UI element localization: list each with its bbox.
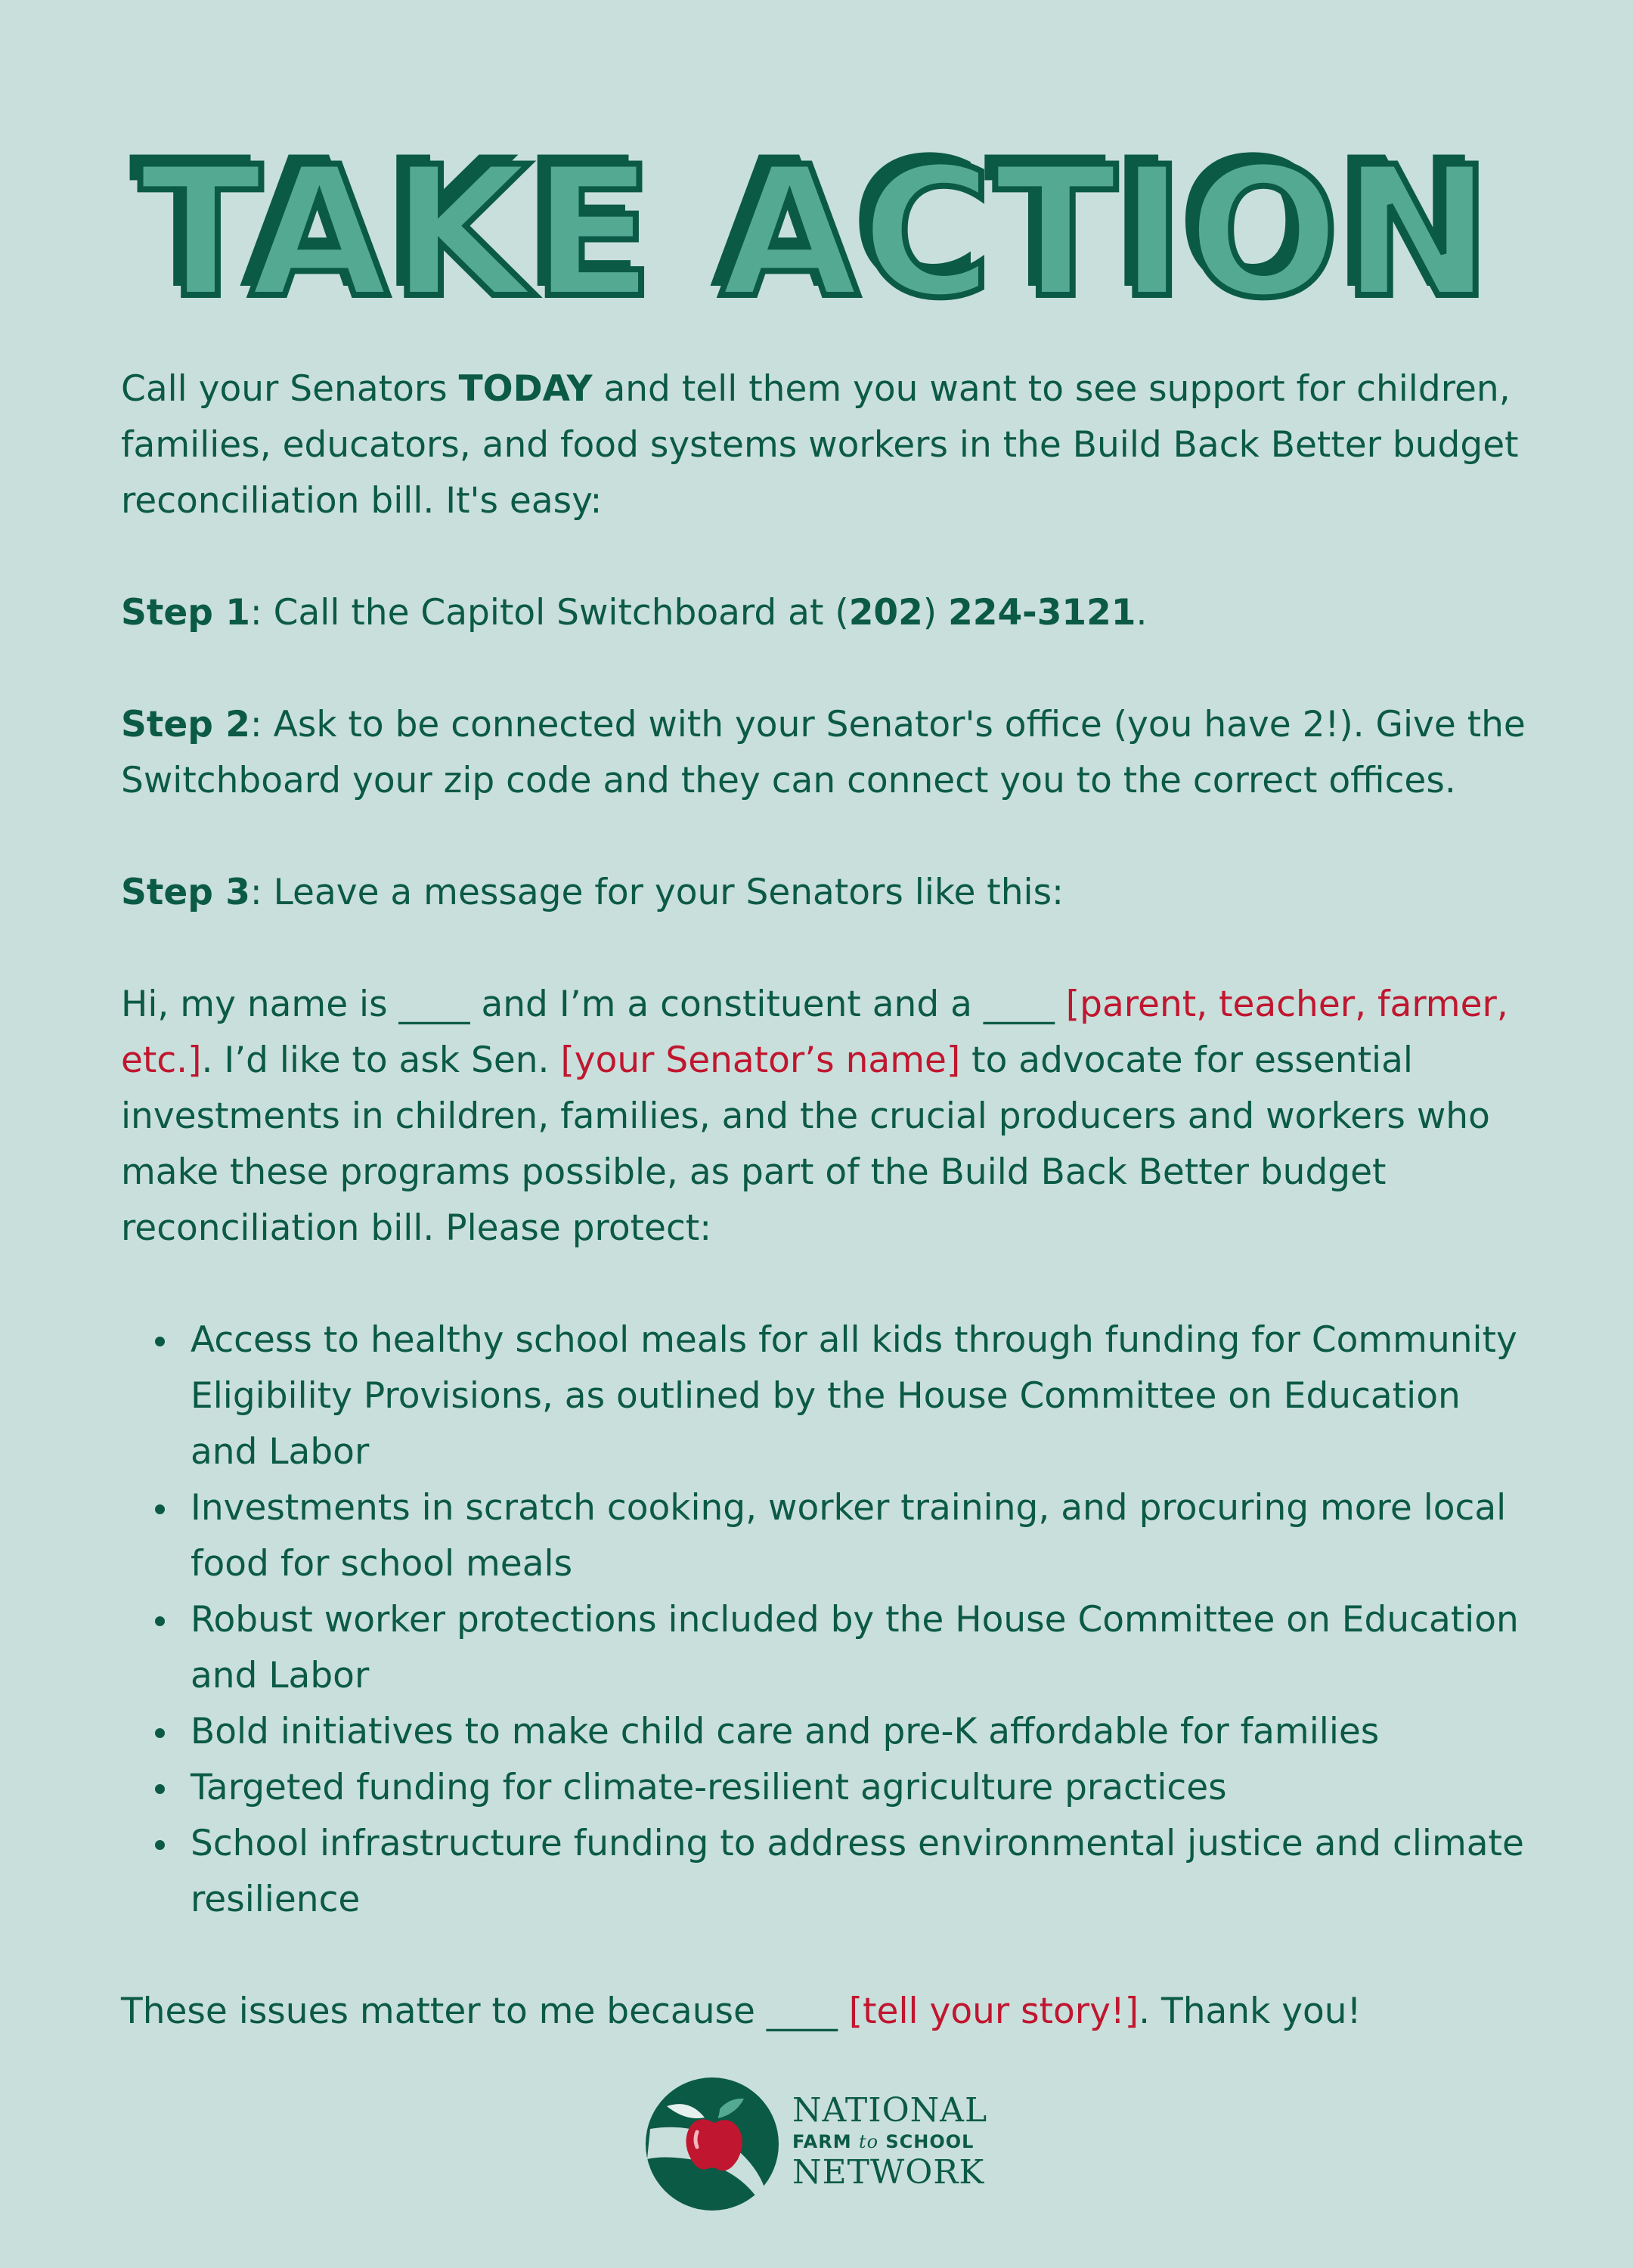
spacer [121,809,1527,865]
message-text-1: Hi, my name is ____ and I’m a constituent and a ____ [121,984,1066,1025]
list-item: Targeted funding for climate-resilient agriculture practices [191,1760,1527,1816]
spacer [121,921,1527,977]
story-hint: [tell your story!] [848,1991,1139,2032]
step-3 [121,865,1527,921]
intro-paragraph [121,361,1527,529]
role-hint: [parent, teacher, farmer, etc.] [121,984,1508,1081]
senator-name-hint: [your Senator’s name] [560,1040,961,1081]
spacer [121,529,1527,585]
logo-school: SCHOOL [885,2131,975,2152]
step-2 [121,697,1527,809]
message-text-2: . I’d like to ask Sen. [201,1040,561,1081]
intro-text-start: Call your Senators [121,368,459,410]
intro-emphasis: TODAY [458,368,593,410]
apple-icon [644,2076,780,2212]
step-2-text: : Ask to be connected with your Senator's office (you have 2!). Give the Switchboard your zip code and they can connect you to the correct offices. [121,704,1526,801]
message-script [121,977,1527,1256]
phone-number: 224-3121 [948,592,1136,634]
page-title: TAKE ACTION [139,129,1494,338]
list-item: Bold initiatives to make child care and pre-K affordable for families [191,1704,1527,1760]
spacer [121,1256,1527,1312]
step-3-label: Step 3 [121,872,250,913]
message-text-3: to advocate for essential investments in children, families, and the crucial producers and workers who make these programs possible, as part of the Build Back Better budget reconciliation bill. Please protect: [121,1040,1490,1249]
logo-line-national: NATIONAL [792,2091,988,2130]
closing-text-end: . Thank you! [1139,1991,1362,2032]
list-item: Robust worker protections included by the House Committee on Education and Labor [191,1592,1527,1704]
list-item: Investments in scratch cooking, worker training, and procuring more local food for school meals [191,1480,1527,1592]
step-1 [121,585,1527,641]
issues-list [121,1312,1527,1928]
phone-area-code: 202 [848,592,923,634]
step-2-label: Step 2 [121,704,250,745]
list-item: Access to healthy school meals for all kids through funding for Community Eligibility Provisions, as outlined by the House Committee on Education and Labor [191,1312,1527,1480]
logo-to: to [858,2131,879,2152]
list-item: School infrastructure funding to address environmental justice and climate resilience [191,1816,1527,1928]
intro-text-end: and tell them you want to see support for children, families, educators, and food systems workers in the Build Back Better budget reconciliation bill. It's easy: [121,368,1519,522]
step-1-label: Step 1 [121,592,250,634]
step-3-text: : Leave a message for your Senators like this: [249,872,1064,913]
flyer-body [121,361,1527,2040]
spacer [121,1928,1527,1984]
step-1-end: . [1136,592,1148,634]
logo-wordmark [792,2093,996,2191]
logo-farm: FARM [792,2131,852,2152]
logo-line-network: NETWORK [792,2153,985,2192]
logo-line-farm-to-school [792,2129,996,2155]
step-1-text: : Call the Capitol Switchboard at ( [249,592,849,634]
closing-line [121,1984,1527,2040]
phone-separator: ) [922,592,949,634]
closing-text-start: These issues matter to me because ____ [121,1991,849,2032]
spacer [121,641,1527,697]
national-farm-to-school-network-logo [644,2076,992,2212]
